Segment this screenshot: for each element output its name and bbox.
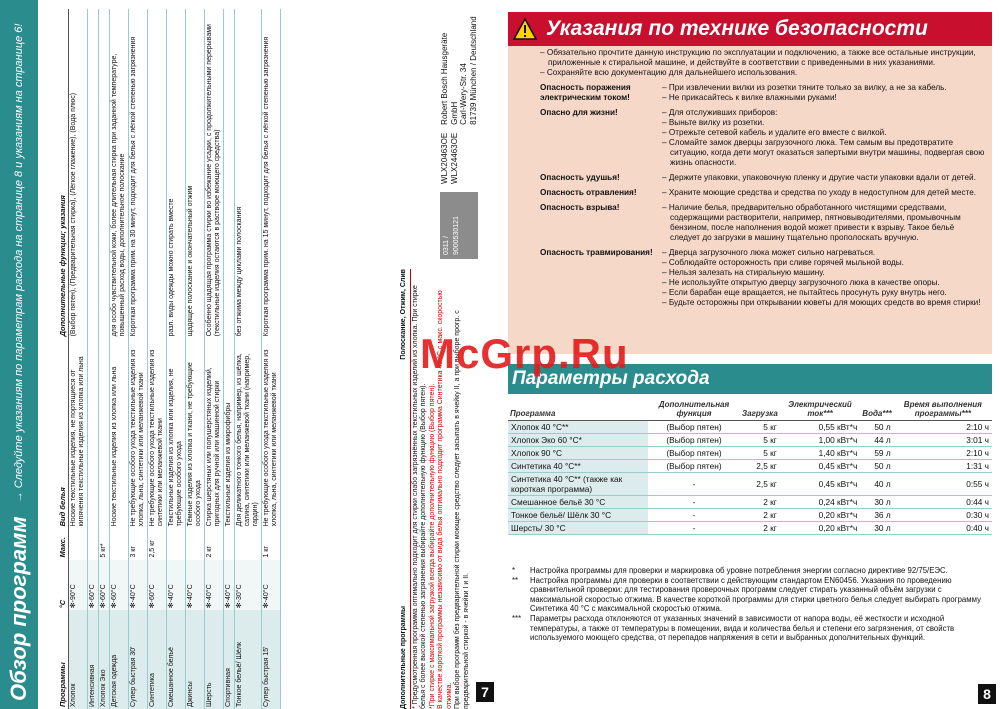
model-2: WLX24463OE bbox=[449, 132, 459, 184]
program-temp: ✻-40°C bbox=[128, 560, 147, 611]
consumption-cell: (Выбор пятен) bbox=[648, 447, 740, 460]
address-1: Robert Bosch Hausgeräte GmbH bbox=[440, 32, 459, 125]
program-max: 5 кг* bbox=[98, 528, 109, 559]
program-options: для особо чувствительной кожи, более длительная стирка при заданной температуре, повышенный расход воды, дополнительное полоскание bbox=[109, 9, 128, 338]
safety-item bbox=[540, 203, 986, 243]
consumption-row bbox=[508, 522, 992, 535]
program-laundry: Текстильные изделия из хлопка или изделия, не требующие особого ухода bbox=[166, 338, 185, 528]
col-temp: °C bbox=[40, 560, 68, 611]
program-program: Спортивная bbox=[223, 610, 234, 709]
consumption-cell: 5 кг bbox=[740, 434, 780, 447]
safety-line: – Будьте осторожны при открывании кюветы для моющих средств во время стирки! bbox=[662, 298, 986, 308]
consumption-cell: 1,40 кВт*ч bbox=[780, 447, 861, 460]
col-program: Программы bbox=[40, 610, 68, 709]
program-program: Шерсть bbox=[204, 610, 223, 709]
consumption-row bbox=[508, 473, 992, 496]
safety-line: – Не используйте открытую дверцу загрузочного люка в качестве опоры. bbox=[662, 278, 986, 288]
program-laundry: Для деликатного тонкого белья, например, из шёлка, сатина, синтетики или меланжевой ткани (например, гардин) bbox=[234, 338, 261, 528]
safety-line: – Отрежьте сетевой кабель и удалите его вместе с вилкой. bbox=[662, 128, 986, 138]
consumption-cell: 0:44 ч bbox=[894, 496, 992, 509]
program-laundry bbox=[87, 338, 98, 528]
consumption-cell: 0:30 ч bbox=[894, 509, 992, 522]
consumption-cell: (Выбор пятен) bbox=[648, 434, 740, 447]
note-mark: * bbox=[512, 566, 516, 575]
consumption-cell: Смешанное бельё 30 °C bbox=[508, 496, 648, 509]
consumption-cell: 36 л bbox=[860, 509, 893, 522]
note-text: Настройка программы для проверки и маркировка об уровне потребления энергии согласно директиве 92/75/ЕЭС. bbox=[530, 566, 948, 575]
consumption-cell: 0:55 ч bbox=[894, 473, 992, 496]
program-temp: ✻-40°C bbox=[185, 560, 204, 611]
program-temp: ✻-60°C bbox=[87, 560, 98, 611]
program-row bbox=[147, 9, 166, 709]
program-program: Смешанное бельё bbox=[166, 610, 185, 709]
col-max: Макс. bbox=[40, 528, 68, 559]
program-laundry: Не требующие особого ухода текстильные изделия из хлопка, льна, синтетики или меланжевой ткани bbox=[128, 338, 147, 528]
program-program: Джинсы bbox=[185, 610, 204, 709]
safety-line: – Для отслуживших приборов: bbox=[662, 108, 986, 118]
watermark: McGrp.Ru bbox=[420, 330, 629, 377]
safety-item bbox=[540, 83, 986, 103]
safety-header bbox=[508, 12, 992, 46]
note-mark: *** bbox=[512, 613, 522, 623]
program-program: Хлопок Эко bbox=[98, 610, 109, 709]
program-program: Детская одежда bbox=[109, 610, 128, 709]
consumption-cell: 50 л bbox=[860, 460, 893, 473]
program-laundry: Не требующие особого ухода текстильные изделия из синтетики или меланжевой ткани bbox=[147, 338, 166, 528]
program-options bbox=[223, 9, 234, 338]
consumption-cell: 0,45 кВт*ч bbox=[780, 460, 861, 473]
program-max bbox=[166, 528, 185, 559]
program-row bbox=[223, 9, 234, 709]
ch-load: Загрузка bbox=[740, 398, 780, 421]
consumption-row bbox=[508, 496, 992, 509]
program-max bbox=[234, 528, 261, 559]
program-program: Супер быстрая 30' bbox=[128, 610, 147, 709]
program-program: Тонкое бельё/ Шёлк bbox=[234, 610, 261, 709]
consumption-cell: 5 кг bbox=[740, 447, 780, 460]
overview-title: Обзор программ bbox=[6, 516, 31, 701]
consumption-table bbox=[508, 398, 992, 535]
consumption-cell: 0:40 ч bbox=[894, 522, 992, 535]
address-3: 81739 München / Deutschland bbox=[468, 16, 478, 125]
safety-line: – Наличие белья, предварительно обработанного чистящими средствами, содержащими растворители, например, пятновыводителями, промывочным бензином, после наполнения водой может привести к взрыву. Такое бельё следует до загрузки в машину тщательно прополоскать вручную. bbox=[662, 203, 986, 243]
program-max: 3 кг bbox=[128, 528, 147, 559]
safety-lines bbox=[662, 248, 986, 308]
program-options bbox=[98, 9, 109, 338]
safety-label: Опасность отравления! bbox=[540, 188, 637, 197]
consumption-cell: 0,45 кВт*ч bbox=[780, 473, 861, 496]
consumption-row bbox=[508, 434, 992, 447]
consumption-cell: Хлопок Эко 60 °C* bbox=[508, 434, 648, 447]
program-laundry bbox=[98, 338, 109, 528]
page-number-left: 7 bbox=[476, 682, 494, 702]
consumption-row bbox=[508, 421, 992, 434]
safety-lines bbox=[662, 108, 986, 168]
program-temp: ✻-30°C bbox=[234, 560, 261, 611]
safety-label: Опасность травмирования! bbox=[540, 248, 653, 257]
consumption-cell: Синтетика 40 °C** (также как короткая программа) bbox=[508, 473, 648, 496]
consumption-cell: 2 кг bbox=[740, 509, 780, 522]
consumption-cell: 1:31 ч bbox=[894, 460, 992, 473]
program-laundry: Не требующие особого ухода текстильные изделия из хлопка, льна, синтетики или меланжевой ткани bbox=[261, 338, 280, 528]
program-temp: ✻-90°C bbox=[68, 560, 87, 611]
program-max bbox=[185, 528, 204, 559]
consumption-cell: 2 кг bbox=[740, 522, 780, 535]
footnote-3: В качестве короткой программы независимо от вида белья оптимально подходит программа Синтетика 40 °C с макс. скоростью отжима. bbox=[437, 290, 453, 709]
safety-line: – Держите упаковки, упаковочную пленку и другие части упаковки вдали от детей. bbox=[662, 173, 986, 183]
program-options bbox=[147, 9, 166, 338]
program-temp: ✻-60°C bbox=[98, 560, 109, 611]
footnote-1: * Предусмотренная программа оптимально подходит для стирки слабо загрязнённых текстильных изделий из хлопка. При стирке белья с более высокой степенью загрязнения выбирайте дополнительную функцию (Выбор пятен). bbox=[411, 285, 427, 709]
program-options: Короткая программа прим. на 30 минут, подходит для белья с лёгкой степенью загрязнения bbox=[128, 9, 147, 338]
col-laundry: Вид белья bbox=[40, 338, 68, 528]
consumption-cell: 0,20 кВт*ч bbox=[780, 522, 861, 535]
ch-time: Время выполнения программы*** bbox=[894, 398, 992, 421]
consumption-cell: (Выбор пятен) bbox=[648, 421, 740, 434]
program-laundry: Стирка шерстяных или полушерстяных изделий, пригодных для ручной или машинной стирки bbox=[204, 338, 223, 528]
program-row bbox=[68, 9, 87, 709]
program-max bbox=[87, 528, 98, 559]
program-laundry: Ноские текстильные изделия из хлопка или льна bbox=[109, 338, 128, 528]
consumption-title: Параметры расхода bbox=[512, 368, 710, 389]
safety-line: – Нельзя залезать на стиральную машину. bbox=[662, 268, 986, 278]
consumption-cell: 3:01 ч bbox=[894, 434, 992, 447]
doc-code: 0311 / 9000530121 bbox=[440, 192, 478, 259]
overview-header bbox=[0, 0, 38, 709]
safety-line: – Если барабан еще вращается, не пытайтесь просунуть руку внутрь него. bbox=[662, 288, 986, 298]
consumption-cell: - bbox=[648, 473, 740, 496]
consumption-cell: (Выбор пятен) bbox=[648, 460, 740, 473]
consumption-cell: 2,5 кг bbox=[740, 460, 780, 473]
program-temp: ✻-60°C bbox=[109, 560, 128, 611]
overview-subtitle: → Следуйте указаниям по параметрам расхода на странице 8 и указаниям на странице 6! bbox=[13, 23, 25, 503]
ch-energy: Электрический ток*** bbox=[780, 398, 861, 421]
safety-item bbox=[540, 248, 986, 308]
model-1: WLX20463OE bbox=[440, 132, 449, 184]
program-options: щадящее полоскание и окончательный отжим bbox=[185, 9, 204, 338]
note-mark: ** bbox=[512, 575, 519, 585]
program-program: Супер быстрая 15' bbox=[261, 610, 280, 709]
program-max bbox=[109, 528, 128, 559]
consumption-cell: - bbox=[648, 509, 740, 522]
program-row bbox=[98, 9, 109, 709]
program-max: 2,5 кг bbox=[147, 528, 166, 559]
consumption-cell: 0,55 кВт*ч bbox=[780, 421, 861, 434]
consumption-cell: 1,00 кВт*ч bbox=[780, 434, 861, 447]
safety-line: – При извлечении вилки из розетки тяните только за вилку, а не за кабель. bbox=[662, 83, 986, 93]
program-row bbox=[261, 9, 280, 709]
program-max: 1 кг bbox=[261, 528, 280, 559]
safety-title: Указания по технике безопасности bbox=[546, 17, 928, 40]
consumption-cell: Синтетика 40 °C** bbox=[508, 460, 648, 473]
program-options: Короткая программа прим. на 15 минут, подходит для белья с лёгкой степенью загрязнения bbox=[261, 9, 280, 338]
program-row bbox=[166, 9, 185, 709]
safety-line: – Сломайте замок дверцы загрузочного люка. Тем самым вы предотвратите ситуацию, когда дети могут оказаться запертыми внутри машины, подвергая свою жизнь опасности. bbox=[662, 138, 986, 168]
program-options: (Выбор пятен), (Предварительная стирка), (Лёгкое глажение), (Вода плюс) bbox=[68, 9, 87, 338]
program-row bbox=[128, 9, 147, 709]
safety-line: – Выньте вилку из розетки. bbox=[662, 118, 986, 128]
ch-option: Дополнительная функция bbox=[648, 398, 740, 421]
program-program: Синтетика bbox=[147, 610, 166, 709]
consumption-cell: - bbox=[648, 496, 740, 509]
consumption-cell: 2 кг bbox=[740, 496, 780, 509]
safety-line: – Не прикасайтесь к вилке влажными руками! bbox=[662, 93, 986, 103]
consumption-cell: 2,5 кг bbox=[740, 473, 780, 496]
consumption-cell: 2:10 ч bbox=[894, 447, 992, 460]
program-row bbox=[185, 9, 204, 709]
consumption-cell: 30 л bbox=[860, 522, 893, 535]
safety-lines bbox=[662, 203, 986, 243]
consumption-row bbox=[508, 509, 992, 522]
program-temp: ✻-40°C bbox=[261, 560, 280, 611]
safety-item bbox=[540, 188, 986, 198]
safety-lines bbox=[662, 173, 986, 183]
program-options: Особенно щадящая программа стирки во избежание усадки, с продолжительными перерывами (текстильные изделия остаются в растворе моющего средства) bbox=[204, 9, 223, 338]
program-max: 2 кг bbox=[204, 528, 223, 559]
program-program: Интенсивная bbox=[87, 610, 98, 709]
consumption-cell: 40 л bbox=[860, 473, 893, 496]
program-max bbox=[223, 528, 234, 559]
safety-body bbox=[508, 46, 992, 354]
safety-item bbox=[540, 173, 986, 183]
consumption-row bbox=[508, 447, 992, 460]
consumption-cell: 5 кг bbox=[740, 421, 780, 434]
consumption-cell: 50 л bbox=[860, 421, 893, 434]
consumption-note bbox=[512, 576, 992, 614]
footnote-4: При выборе программ без предварительной стирки моющее средство следует засыпать в ячейку II, а при выборе прогр. с предварительной стиркой - в ячейки I и II. bbox=[454, 310, 470, 709]
consumption-cell: - bbox=[648, 522, 740, 535]
consumption-cell: Хлопок 90 °C bbox=[508, 447, 648, 460]
address-2: Carl-Wery-Str. 34 bbox=[459, 63, 468, 125]
consumption-row bbox=[508, 460, 992, 473]
program-table bbox=[40, 9, 281, 709]
program-laundry: Текстильные изделия из микрофибры bbox=[223, 338, 234, 528]
note-text: Параметры расхода отклоняются от указанных значений в зависимости от напора воды, её жесткости и исходной температуры, а также от температуры в помещении, вида и количества белья и степени его загрязнения, от свойств используемого моющего средства, от перепадов напряжения в сети и выбранных дополнительных функций. bbox=[530, 613, 955, 643]
safety-label: Опасность поражения электрическим током! bbox=[540, 83, 631, 102]
ch-program: Программа bbox=[508, 398, 648, 421]
program-options bbox=[87, 9, 98, 338]
program-program: Хлопок bbox=[68, 610, 87, 709]
program-temp: ✻-40°C bbox=[204, 560, 223, 611]
manufacturer-block bbox=[440, 9, 478, 259]
consumption-cell: Шерсть/ 30 °C bbox=[508, 522, 648, 535]
consumption-cell: Тонкое бельё/ Шёлк 30 °C bbox=[508, 509, 648, 522]
safety-line: – Дверца загрузочного люка может сильно нагреваться. bbox=[662, 248, 986, 258]
note-text: Настройка программы для проверки в соответствии с действующим стандартом EN60456. Указания по проведению сравнительной проверки: для тестирования проверочных программ следует стирать указанный объём загрузки с максимальной скоростью отжима. В качестве короткой программы для стирки цветного белья следует выбирать программу Синтетика 40 °C с максимальной скоростью отжима. bbox=[530, 575, 981, 614]
safety-label: Опасность удушья! bbox=[540, 173, 620, 182]
page-number-right: 8 bbox=[978, 684, 996, 704]
consumption-cell: 0,20 кВт*ч bbox=[780, 509, 861, 522]
consumption-notes bbox=[508, 566, 992, 643]
safety-label: Опасно для жизни! bbox=[540, 108, 618, 117]
safety-intro bbox=[540, 48, 986, 78]
safety-line: – Храните моющие средства и средства по уходу в недоступном для детей месте. bbox=[662, 188, 986, 198]
safety-line: – Соблюдайте осторожность при сливе горячей мыльной воды. bbox=[662, 258, 986, 268]
program-max bbox=[68, 528, 87, 559]
extra-programs: Дополнительные программы Полоскание, Отжим, Слив bbox=[400, 269, 411, 709]
program-row bbox=[234, 9, 261, 709]
program-options: разл. виды одежды можно стирать вместе bbox=[166, 9, 185, 338]
intro-2: – Сохраняйте всю документацию для дальнейшего использования. bbox=[540, 68, 986, 78]
program-options: без отжима между циклами полоскания bbox=[234, 9, 261, 338]
footnote-2: *При стирке с максимальной загрузкой всегда выбирайте дополнительную функцию (Выбор пятен). bbox=[428, 383, 436, 709]
program-row bbox=[204, 9, 223, 709]
safety-label: Опасность взрыва! bbox=[540, 203, 620, 212]
consumption-note bbox=[512, 614, 992, 643]
warning-icon bbox=[512, 16, 538, 42]
program-row bbox=[87, 9, 98, 709]
program-temp: ✻-40°C bbox=[223, 560, 234, 611]
safety-lines bbox=[662, 188, 986, 198]
safety-lines bbox=[662, 83, 986, 103]
program-row bbox=[109, 9, 128, 709]
safety-item bbox=[540, 108, 986, 168]
consumption-cell: 30 л bbox=[860, 496, 893, 509]
ch-water: Вода*** bbox=[860, 398, 893, 421]
consumption-note bbox=[512, 566, 992, 576]
consumption-cell: 59 л bbox=[860, 447, 893, 460]
consumption-cell: Хлопок 40 °C** bbox=[508, 421, 648, 434]
program-temp: ✻-60°C bbox=[147, 560, 166, 611]
consumption-cell: 44 л bbox=[860, 434, 893, 447]
program-temp: ✻-40°C bbox=[166, 560, 185, 611]
consumption-cell: 2:10 ч bbox=[894, 421, 992, 434]
intro-1: – Обязательно прочтите данную инструкцию по эксплуатации и подключению, а также все остальные инструкции, приложенные к стиральной машине, и действуйте в соответствии с приведенными в них указаниями. bbox=[540, 48, 986, 68]
program-laundry: Ноские текстильные изделия, не портящиеся от кипячения текстильные изделия из хлопка или льна bbox=[68, 338, 87, 528]
program-laundry: Тёмные изделия из хлопка и ткани, не требующие особого ухода bbox=[185, 338, 204, 528]
consumption-cell: 0,24 кВт*ч bbox=[780, 496, 861, 509]
col-options: Дополнительные функции; указания bbox=[40, 9, 68, 338]
